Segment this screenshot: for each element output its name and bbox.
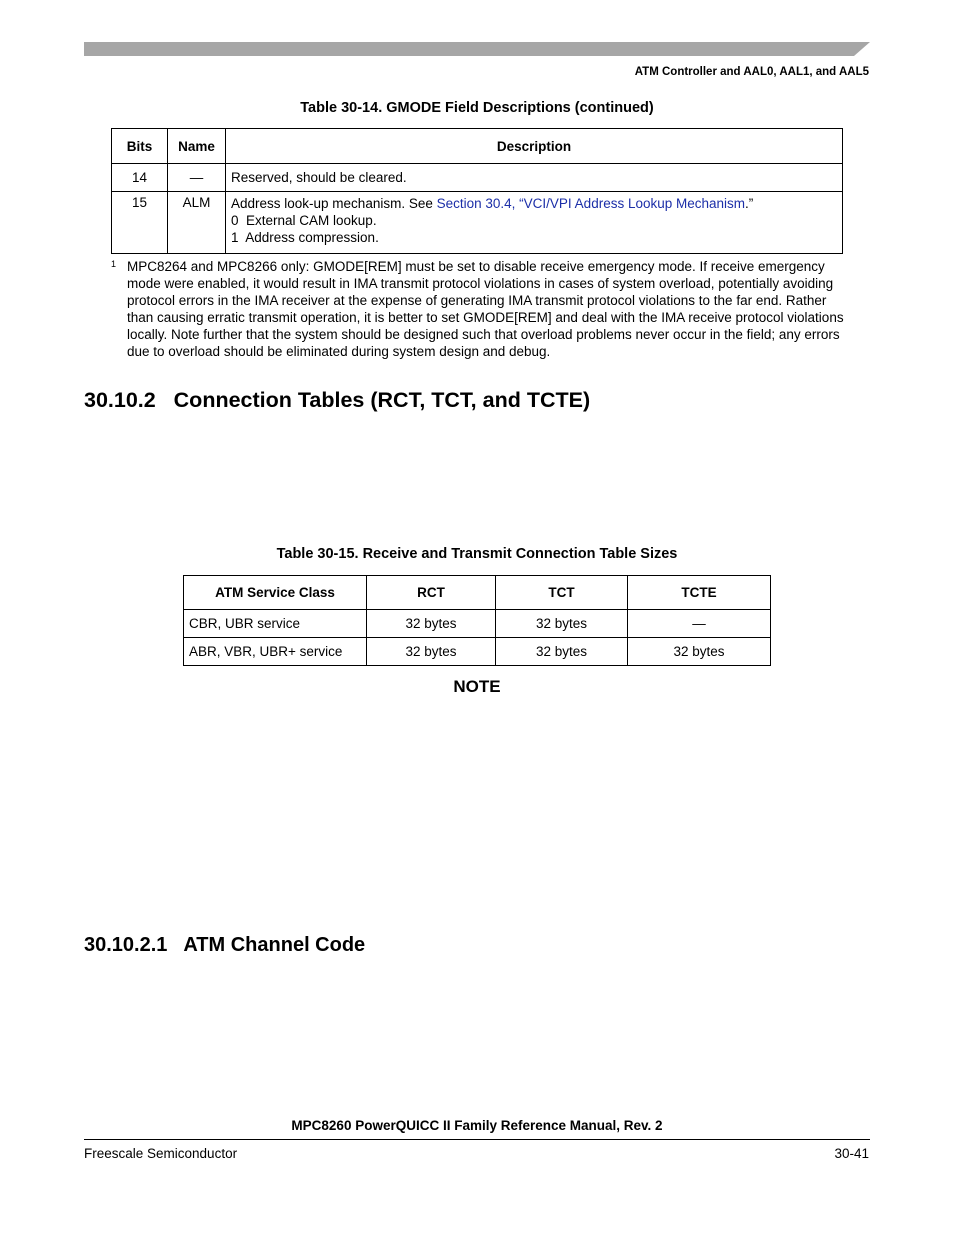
tct-cell: 32 bytes — [496, 610, 628, 638]
footer-manual-title: MPC8260 PowerQUICC II Family Reference Manual, Rev. 2 — [291, 1118, 663, 1133]
option-1: 1 Address compression. — [231, 230, 379, 245]
column-header: Name — [168, 129, 226, 164]
rct-cell: 32 bytes — [367, 610, 496, 638]
description-text: Address look-up mechanism. See — [231, 196, 437, 211]
table-row — [112, 164, 843, 192]
footer-company: Freescale Semiconductor — [84, 1146, 238, 1161]
service-class-cell: CBR, UBR service — [184, 610, 367, 638]
column-header: Bits — [112, 129, 168, 164]
bits-cell: 14 — [112, 164, 168, 192]
table-caption: Table 30-14. GMODE Field Descriptions (continued) — [300, 100, 654, 116]
table-row — [184, 638, 771, 666]
column-header: TCT — [496, 576, 628, 610]
description-line — [231, 195, 837, 212]
column-header: TCTE — [628, 576, 771, 610]
table-row — [184, 610, 771, 638]
column-header: ATM Service Class — [184, 576, 367, 610]
running-title: ATM Controller and AAL0, AAL1, and AAL5 — [634, 66, 869, 78]
bits-cell: 15 — [112, 192, 168, 254]
footnote-text: MPC8264 and MPC8266 only: GMODE[REM] must be set to disable receive emergency mode. If receive emergency mode were enabled, it would result in IMA transmit protocol violations in cases of system overload, potentially avoiding protocol errors in the IMA receiver at the expense of generating IMA transmit protocol violations to the far end. Rather than causing erratic transmit operation, it is better to set GMODE[REM] and deal with the IMA receive protocol violations locally. Note further that the system should be designed such that overload problems never occur in the field; any errors due to overload should be eliminated during system design and debug. — [127, 259, 844, 359]
service-class-cell: ABR, VBR, UBR+ service — [184, 638, 367, 666]
description-cell: Reserved, should be cleared. — [226, 164, 843, 192]
rct-cell: 32 bytes — [367, 638, 496, 666]
header-bar — [84, 42, 870, 56]
note-label: NOTE — [453, 677, 501, 696]
column-header: Description — [226, 129, 843, 164]
tct-cell: 32 bytes — [496, 638, 628, 666]
table-header-row — [112, 129, 843, 164]
tcte-cell: 32 bytes — [628, 638, 771, 666]
page-number: 30-41 — [834, 1146, 869, 1161]
column-header: RCT — [367, 576, 496, 610]
subsection-heading: 30.10.2.1 ATM Channel Code — [84, 934, 366, 956]
table-row — [112, 192, 843, 254]
connection-table-sizes — [183, 575, 771, 666]
option-0: 0 External CAM lookup. — [231, 213, 377, 228]
description-text: .” — [745, 196, 754, 211]
name-cell: ALM — [168, 192, 226, 254]
description-cell — [226, 192, 843, 254]
gmode-table — [111, 128, 843, 254]
table-caption: Table 30-15. Receive and Transmit Connection Table Sizes — [276, 546, 678, 562]
name-cell: — — [168, 164, 226, 192]
section-link[interactable]: Section 30.4, “VCI/VPI Address Lookup Mechanism — [436, 196, 746, 211]
section-heading: 30.10.2 Connection Tables (RCT, TCT, and TCTE) — [84, 388, 591, 412]
footnote-marker: 1 — [111, 259, 117, 269]
table-header-row — [184, 576, 771, 610]
footer-rule — [84, 1139, 870, 1140]
footnote — [111, 258, 845, 360]
tcte-cell: — — [628, 610, 771, 638]
